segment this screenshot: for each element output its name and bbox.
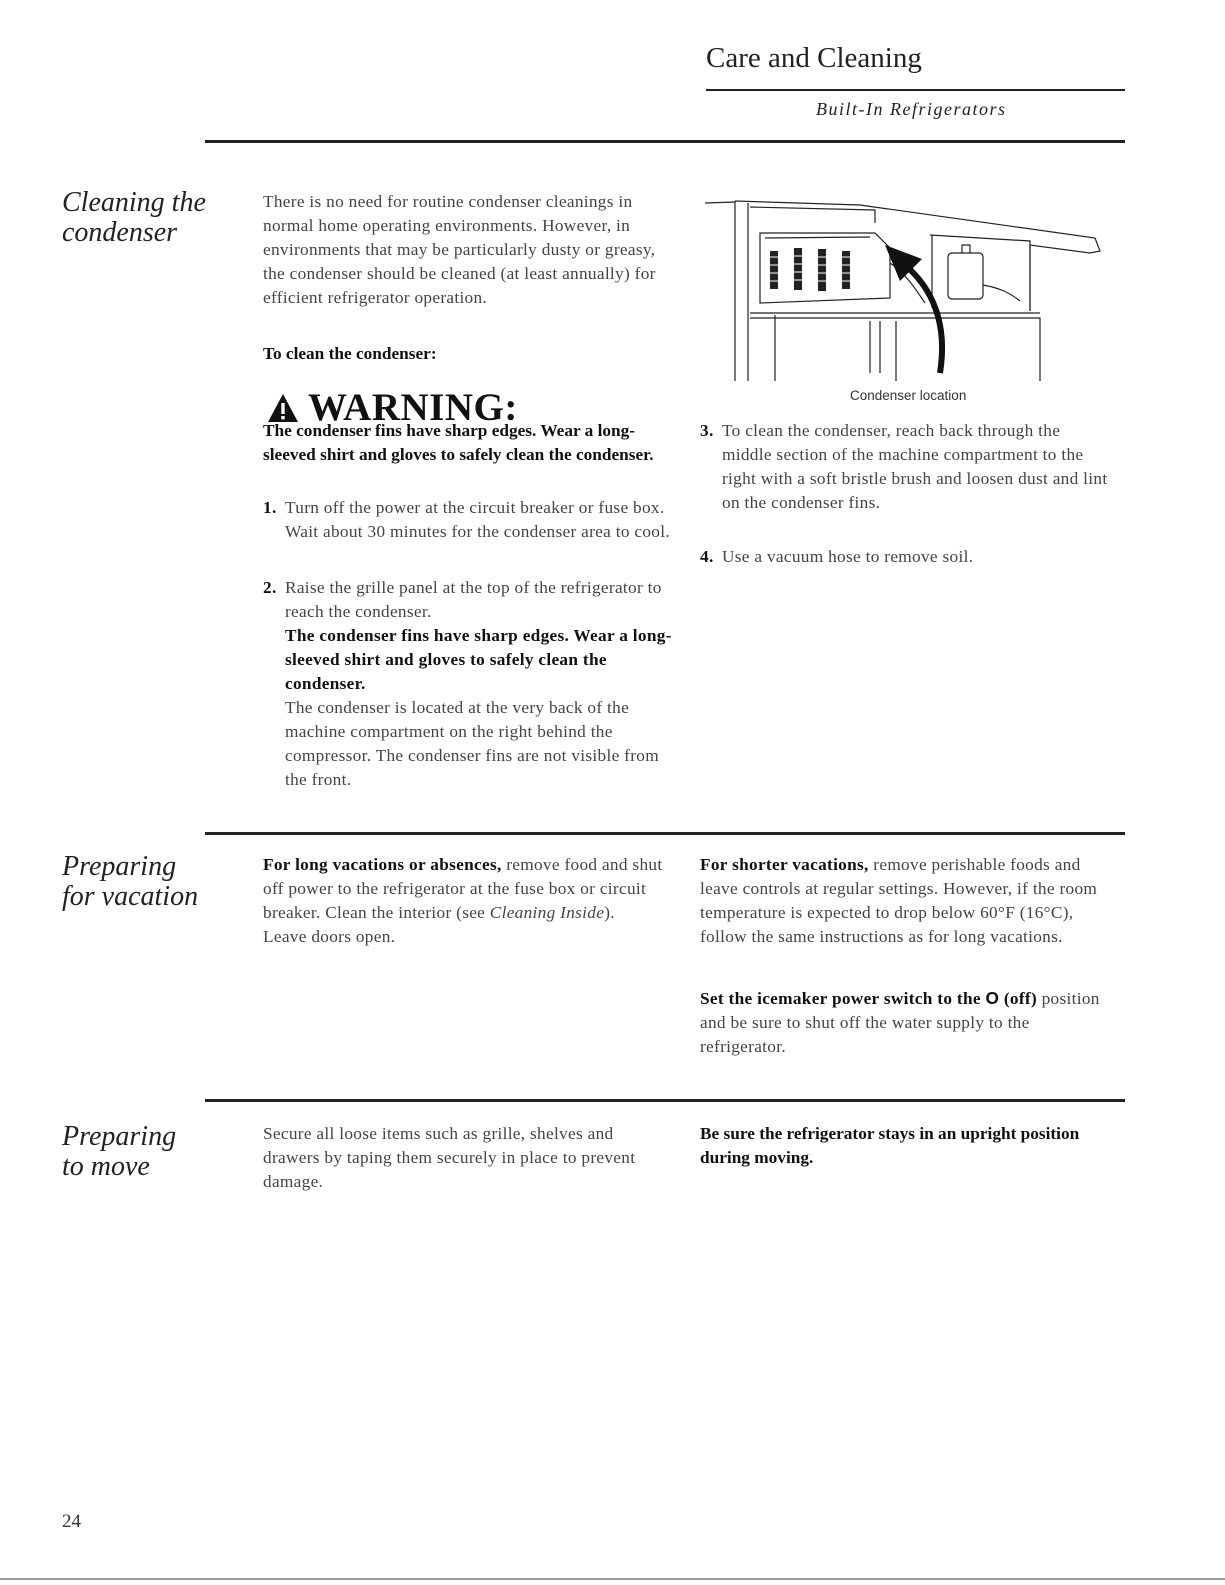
step-4 xyxy=(700,545,1110,569)
icemaker-bold: Set the icemaker power switch to the xyxy=(700,989,986,1008)
section-divider xyxy=(205,140,1125,143)
page-bottom-edge xyxy=(0,1578,1225,1580)
page-number: 24 xyxy=(62,1511,81,1532)
section-divider xyxy=(205,832,1125,835)
clean-condenser-subheading: To clean the condenser: xyxy=(263,344,437,363)
warning-title: WARNING: xyxy=(308,386,518,429)
upright-warning: Be sure the refrigerator stays in an upright position during moving. xyxy=(700,1124,1080,1167)
page-title: Care and Cleaning xyxy=(706,42,922,74)
step-number: 2. xyxy=(263,578,277,597)
header-rule xyxy=(706,89,1125,91)
step-text-intro: Raise the grille panel at the top of the refrigerator to reach the condenser. xyxy=(285,578,662,621)
heading-line: Cleaning the xyxy=(62,187,206,218)
figure-caption: Condenser location xyxy=(850,388,967,403)
section-heading-vacation xyxy=(62,852,232,912)
step-2 xyxy=(263,576,673,792)
condenser-location-illustration xyxy=(700,193,1112,383)
icemaker-bold-off: (off) xyxy=(999,989,1037,1008)
short-vacation-bold: For shorter vacations, xyxy=(700,855,869,874)
heading-line: Preparing xyxy=(62,851,177,882)
section-heading-condenser xyxy=(62,188,232,248)
long-vacation-body: remove food and shut off power to the refrigerator at the fuse box or circuit breaker. Clean the interior (see xyxy=(263,855,663,922)
warning-text: The condenser fins have sharp edges. Wear a long-sleeved shirt and gloves to safely clean the condenser. xyxy=(263,421,654,464)
cleaning-inside-reference: Cleaning Inside xyxy=(489,903,605,922)
step-text: To clean the condenser, reach back through the middle section of the machine compartment to the right with a soft bristle brush and loosen dust and lint on the condenser fins. xyxy=(722,421,1108,512)
section-divider xyxy=(205,1099,1125,1102)
heading-line: to move xyxy=(62,1151,150,1182)
move-instructions: Secure all loose items such as grille, shelves and drawers by taping them securely in place to prevent damage. xyxy=(263,1124,636,1191)
step-text-after: The condenser is located at the very back of the machine compartment on the right behind the compressor. The condenser fins are not visible from the front. xyxy=(285,698,659,789)
section-heading-move xyxy=(62,1122,232,1182)
condenser-intro: There is no need for routine condenser cleanings in normal home operating environments. However, in environments that may be particularly dusty or greasy, the condenser should be cleaned (at least annually) for efficient refrigerator operation. xyxy=(263,192,656,307)
long-vacation-bold: For long vacations or absences, xyxy=(263,855,502,874)
step-number: 4. xyxy=(700,547,714,566)
step-text xyxy=(285,576,673,792)
icemaker-body: position and be sure to shut off the water supply to the refrigerator. xyxy=(700,989,1100,1056)
long-vacation-text xyxy=(263,853,663,949)
heading-line: Preparing xyxy=(62,1121,177,1152)
step-1 xyxy=(263,496,673,544)
step-3 xyxy=(700,419,1110,515)
heading-line: for vacation xyxy=(62,881,199,912)
short-vacation-text xyxy=(700,853,1115,949)
step-text: Use a vacuum hose to remove soil. xyxy=(722,547,974,566)
icemaker-text xyxy=(700,986,1115,1059)
long-vacation-end: ). Leave doors open. xyxy=(263,903,615,946)
step-text: Turn off the power at the circuit breaker or fuse box. Wait about 30 minutes for the condenser area to cool. xyxy=(285,498,670,541)
step-warning-bold: The condenser fins have sharp edges. Wear a long-sleeved shirt and gloves to safely clean the condenser. xyxy=(285,626,672,693)
heading-line: condenser xyxy=(62,217,178,248)
page-subtitle: Built-In Refrigerators xyxy=(816,99,1007,119)
short-vacation-body: remove perishable foods and leave controls at regular settings. However, if the room temperature is expected to drop below 60°F (16°C), follow the same instructions as for long vacations. xyxy=(700,855,1098,946)
step-number: 3. xyxy=(700,421,714,440)
off-symbol: O xyxy=(985,988,1000,1008)
step-number: 1. xyxy=(263,498,277,517)
